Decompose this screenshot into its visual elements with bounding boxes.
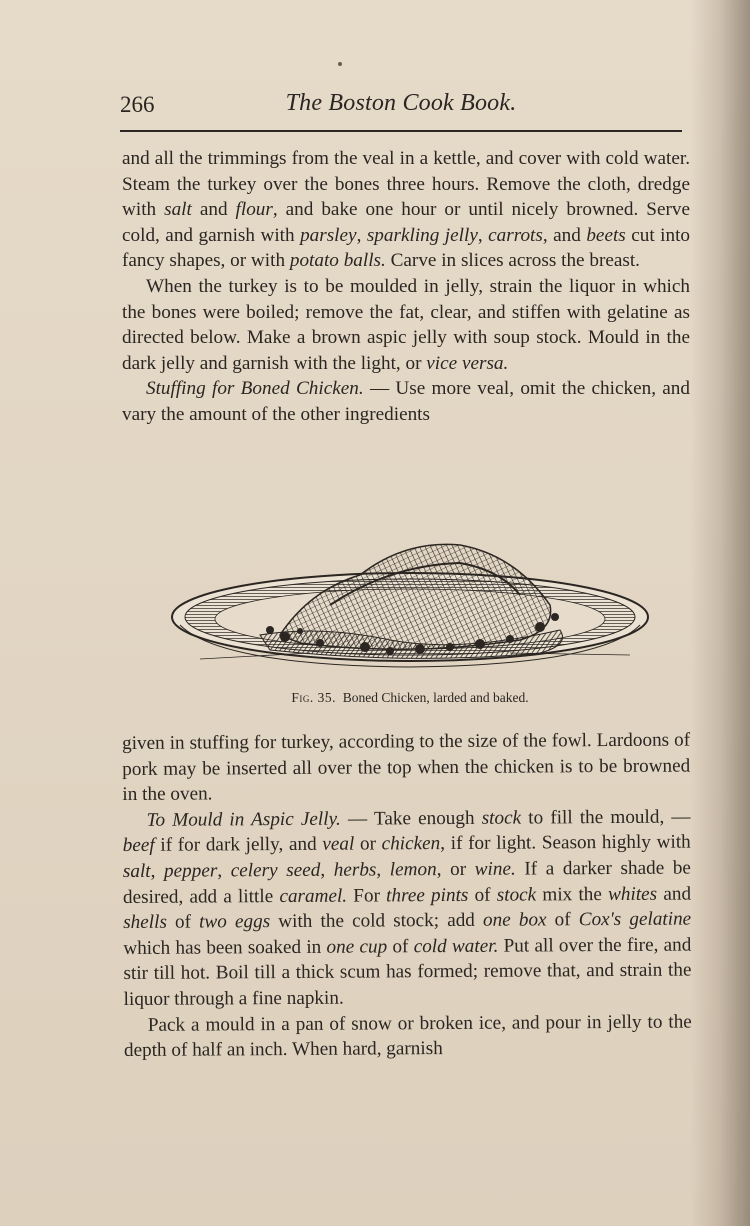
paragraph-trimmings xyxy=(122,146,690,274)
text-run: If a darker shade be desired, add a little xyxy=(122,857,691,908)
text-run: mix the xyxy=(536,883,609,906)
figure-caption xyxy=(160,690,660,706)
text-run: , xyxy=(376,859,390,881)
ingredient-term: one box xyxy=(482,909,547,931)
italic-term: vice versa. xyxy=(426,352,509,374)
top-text-block xyxy=(122,146,690,428)
ingredient-term: lemon xyxy=(389,859,437,881)
text-run: , xyxy=(150,860,165,882)
text-run: or xyxy=(354,833,382,855)
text-run: of xyxy=(166,911,200,933)
printer-mark xyxy=(338,62,342,66)
text-run: with the cold stock; add xyxy=(270,909,484,933)
text-run: if for dark jelly, and xyxy=(154,834,323,857)
running-title: The Boston Cook Book. xyxy=(285,90,517,116)
paragraph-stuffing xyxy=(122,376,690,427)
ingredient-term: carrots xyxy=(488,224,543,246)
ingredient-term: whites xyxy=(608,883,658,905)
figure-label: Fig. 35. xyxy=(291,690,336,705)
text-run: , and bake one hour or until nicely browned. Serve cold, and garnish with xyxy=(122,199,690,246)
text-run: Put all over the fire, and stir till hot. Boil till a thick scum has formed; remove that, and strain the liquor through a fine napkin. xyxy=(123,934,692,1010)
text-run: When the turkey is to be moulded in jelly, strain the liquor in which the bones were boiled; remove the fat, clear, and stiffen with gelatine as directed below. Make a brown aspic jelly with soup stock. Mould in the dark jelly and garnish with the light, or xyxy=(122,275,690,374)
text-run: , xyxy=(477,224,489,246)
ingredient-term: veal xyxy=(322,833,355,856)
ingredient-term: stock xyxy=(496,884,537,906)
ingredient-term: stock xyxy=(481,807,522,829)
bottom-text-block xyxy=(122,728,692,1064)
text-run: and xyxy=(191,199,236,221)
ingredient-term: pepper xyxy=(163,860,218,882)
ingredient-term: flour xyxy=(235,199,273,221)
paragraph-pack-mould xyxy=(124,1009,692,1064)
text-run: , xyxy=(320,859,334,881)
ingredient-term: caramel. xyxy=(279,885,348,907)
ingredient-term: beets xyxy=(586,224,626,246)
text-run: Carve in slices across the breast. xyxy=(385,250,640,272)
ingredient-term: cold water. xyxy=(413,935,499,957)
ingredient-term: celery seed xyxy=(230,859,321,882)
page-header xyxy=(120,90,682,124)
recipe-heading: Stuffing for Boned Chicken. xyxy=(146,378,364,400)
text-run: For xyxy=(347,884,387,907)
ingredient-term: parsley xyxy=(300,224,357,246)
text-run: , and xyxy=(542,224,587,246)
ingredient-term: shells xyxy=(123,911,167,934)
ingredient-term: beef xyxy=(122,835,155,857)
text-run: and all the trimmings from the veal in a kettle, and cover with cold water. Steam the turkey over the bones three hours. Remove the cloth, dredge with xyxy=(122,148,690,221)
ingredient-term: salt xyxy=(164,199,192,221)
text-run: of xyxy=(468,884,497,906)
ingredient-term: chicken xyxy=(381,833,441,855)
paragraph-stuffing-continued xyxy=(122,728,690,808)
text-run: , xyxy=(356,224,367,246)
ingredient-term: sparkling jelly xyxy=(366,224,478,246)
header-rule xyxy=(120,130,682,132)
ingredient-term: two eggs xyxy=(199,911,271,933)
text-run: , xyxy=(217,860,231,882)
ingredient-term: potato balls. xyxy=(289,250,386,272)
text-run: , if for light. Season highly with xyxy=(440,831,691,855)
text-run: — Take enough xyxy=(340,807,482,830)
ingredient-term: one cup xyxy=(326,936,388,958)
text-run: Pack a mould in a pan of snow or broken ice, and pour in jelly to the depth of half an inch. When hard, garnish xyxy=(123,1011,692,1062)
boned-chicken-engraving xyxy=(160,535,660,685)
paragraph-moulded-turkey xyxy=(122,274,690,376)
text-run: which has been soaked in xyxy=(123,936,327,959)
text-run: of xyxy=(387,935,414,958)
text-run: of xyxy=(546,909,579,931)
ingredient-term: wine. xyxy=(474,858,516,880)
text-run: — Use more veal, omit the chicken, and vary the amount of the other ingredients xyxy=(122,378,690,425)
ingredient-term: herbs xyxy=(333,859,377,881)
ingredient-term: Cox's gelatine xyxy=(578,908,692,931)
text-run: , or xyxy=(436,858,475,881)
text-run: given in stuffing for turkey, according to the size of the fowl. Lardoons of pork may be inserted all over the top when the chicken is to be browned in the oven. xyxy=(122,729,691,806)
recipe-heading: To Mould in Aspic Jelly. xyxy=(146,808,341,831)
text-run: and xyxy=(657,883,692,905)
ingredient-term: three pints xyxy=(386,884,469,906)
ingredient-term: salt xyxy=(122,860,151,882)
page-number: 266 xyxy=(120,92,155,117)
paragraph-aspic-jelly xyxy=(122,804,691,1012)
text-run: cut into fancy shapes, or with xyxy=(122,224,691,272)
text-run: to fill the mould, — xyxy=(521,806,691,829)
figure-caption-text: Boned Chicken, larded and baked. xyxy=(342,690,529,705)
